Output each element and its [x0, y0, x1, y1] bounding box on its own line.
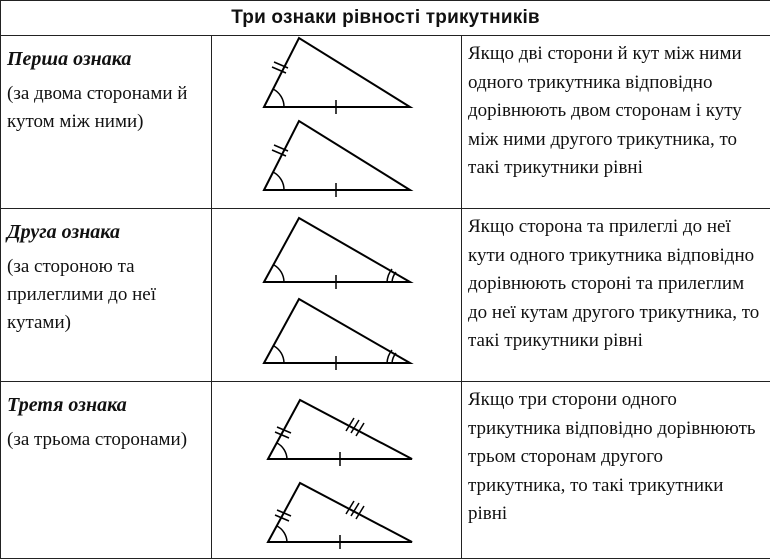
- figure-cell: [212, 209, 462, 382]
- criterion-description: Якщо сторона та прилеглі до неї кути одного трикутника відповідно дорівнюють стороні та прилеглим до неї кутам другого трикутника, то такі трикутники рівні: [468, 213, 764, 356]
- angle-arc: [277, 443, 287, 459]
- sas-triangle-2: [264, 121, 410, 197]
- criterion-description: Якщо дві сторони й кут між ними одного трикутника відповідно дорівнюють двом сторонам і куту між ними другого трикутника, то такі трикутники рівні: [468, 40, 764, 183]
- asa-triangles-figure: [212, 209, 462, 381]
- table-row: [1, 382, 770, 559]
- asa-triangle-1: [264, 218, 410, 289]
- criterion-name-cell: [1, 36, 212, 209]
- angle-arc: [277, 526, 287, 542]
- description-cell: [462, 382, 770, 559]
- criterion-subtitle: (за трьома сторонами): [7, 426, 203, 454]
- angle-arc: [274, 346, 284, 363]
- table-title: Три ознаки рівності трикутників: [1, 1, 770, 36]
- figure-cell: [212, 382, 462, 559]
- sas-triangles-figure: [212, 36, 462, 208]
- sss-triangle-1: [268, 400, 412, 466]
- angle-arc: [392, 272, 396, 282]
- angle-arc: [273, 89, 284, 107]
- asa-triangle-2: [264, 299, 410, 370]
- angle-arc: [392, 353, 396, 363]
- criterion-title: Друга ознака: [7, 219, 211, 245]
- sss-triangle-2: [268, 483, 412, 549]
- criterion-title: Перша ознака: [7, 46, 211, 72]
- description-cell: [462, 209, 770, 382]
- description-cell: [462, 36, 770, 209]
- criterion-name-cell: [1, 209, 212, 382]
- criterion-title: Третя ознака: [7, 392, 211, 418]
- table-row: [1, 209, 770, 382]
- criterion-name-cell: [1, 382, 212, 559]
- sas-triangle-1: [264, 38, 410, 114]
- angle-arc: [274, 265, 284, 282]
- table-row: [1, 36, 770, 209]
- figure-cell: [212, 36, 462, 209]
- sss-triangles-figure: [212, 382, 462, 558]
- criterion-subtitle: (за стороною та прилеглими до неї кутами): [7, 253, 203, 337]
- criterion-subtitle: (за двома сторонами й кутом між ними): [7, 80, 203, 136]
- angle-arc: [273, 172, 284, 190]
- criterion-description: Якщо три сторони одного трикутника відповідно дорівнюють трьом сторонам другого трикутника, то такі трикутники рівні: [468, 386, 764, 529]
